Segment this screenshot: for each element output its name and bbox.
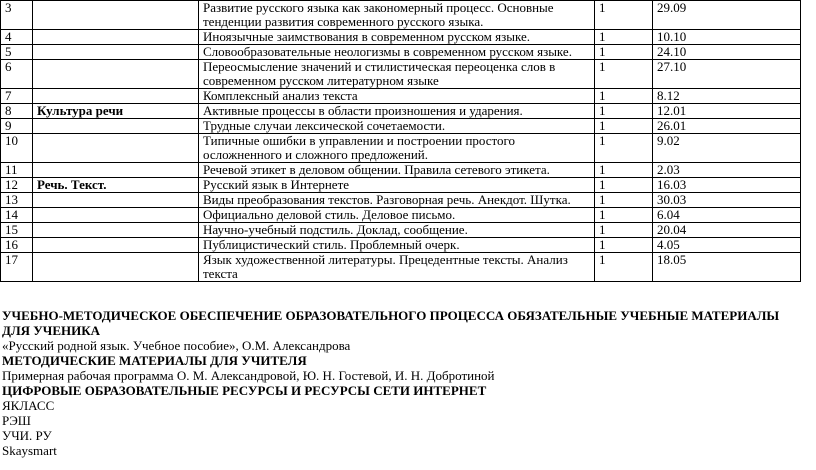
lesson-hours: 1 — [595, 193, 653, 208]
lesson-topic: Переосмысление значений и стилистическая переоценка слов в современном русском литературном языке — [199, 60, 595, 89]
lesson-hours: 1 — [595, 1, 653, 30]
teacher-program: Примерная рабочая программа О. М. Александровой, Ю. Н. Гостевой, И. Н. Добротиной — [2, 368, 495, 383]
lesson-date: 30.03 — [653, 193, 801, 208]
lesson-number: 13 — [1, 193, 33, 208]
heading-required-materials: УЧЕБНО-МЕТОДИЧЕСКОЕ ОБЕСПЕЧЕНИЕ ОБРАЗОВАТЕЛЬНОГО ПРОЦЕССА ОБЯЗАТЕЛЬНЫЕ УЧЕБНЫЕ МАТЕРИАЛЫ ДЛЯ УЧЕНИКА — [2, 308, 780, 338]
lesson-hours: 1 — [595, 89, 653, 104]
table-row — [1, 193, 801, 208]
lesson-date: 18.05 — [653, 253, 801, 282]
lesson-date: 29.09 — [653, 1, 801, 30]
lesson-number: 4 — [1, 30, 33, 45]
lesson-date: 6.04 — [653, 208, 801, 223]
lesson-hours: 1 — [595, 134, 653, 163]
lesson-date: 9.02 — [653, 134, 801, 163]
lesson-date: 16.03 — [653, 178, 801, 193]
lesson-hours: 1 — [595, 45, 653, 60]
lesson-section — [33, 89, 199, 104]
table-row — [1, 208, 801, 223]
resource-link-resh: РЭШ — [2, 413, 31, 428]
lesson-topic: Язык художественной литературы. Прецедентные тексты. Анализ текста — [199, 253, 595, 282]
lesson-number: 8 — [1, 104, 33, 119]
lesson-hours: 1 — [595, 163, 653, 178]
lesson-number: 17 — [1, 253, 33, 282]
lesson-topic: Речевой этикет в деловом общении. Правила сетевого этикета. — [199, 163, 595, 178]
resource-link-yaklass: ЯКЛАСС — [2, 398, 55, 413]
lesson-topic: Трудные случаи лексической сочетаемости. — [199, 119, 595, 134]
table-row — [1, 163, 801, 178]
lesson-number: 11 — [1, 163, 33, 178]
lesson-number: 15 — [1, 223, 33, 238]
lesson-section — [33, 163, 199, 178]
lesson-topic: Русский язык в Интернете — [199, 178, 595, 193]
lesson-section — [33, 60, 199, 89]
lesson-topic: Виды преобразования текстов. Разговорная речь. Анекдот. Шутка. — [199, 193, 595, 208]
lesson-table-body — [1, 1, 801, 282]
table-row — [1, 178, 801, 193]
lesson-topic: Научно-учебный подстиль. Доклад, сообщение. — [199, 223, 595, 238]
lesson-hours: 1 — [595, 119, 653, 134]
lesson-number: 12 — [1, 178, 33, 193]
lesson-number: 10 — [1, 134, 33, 163]
lesson-number: 5 — [1, 45, 33, 60]
lesson-date: 26.01 — [653, 119, 801, 134]
lesson-date: 20.04 — [653, 223, 801, 238]
lesson-section — [33, 45, 199, 60]
table-row — [1, 89, 801, 104]
heading-digital-resources: ЦИФРОВЫЕ ОБРАЗОВАТЕЛЬНЫЕ РЕСУРСЫ И РЕСУРСЫ СЕТИ ИНТЕРНЕТ — [2, 383, 487, 398]
lesson-section — [33, 223, 199, 238]
lesson-number: 16 — [1, 238, 33, 253]
lesson-hours: 1 — [595, 238, 653, 253]
resource-link-uchi-ru: УЧИ. РУ — [2, 428, 52, 443]
lesson-number: 6 — [1, 60, 33, 89]
lesson-section — [33, 30, 199, 45]
resources-section — [2, 308, 802, 458]
lesson-date: 2.03 — [653, 163, 801, 178]
lesson-topic: Типичные ошибки в управлении и построении простого осложненного и сложного предложений. — [199, 134, 595, 163]
table-row — [1, 45, 801, 60]
lesson-date: 8.12 — [653, 89, 801, 104]
lesson-section — [33, 193, 199, 208]
lesson-topic: Активные процессы в области произношения и ударения. — [199, 104, 595, 119]
student-textbook: «Русский родной язык. Учебное пособие», О.М. Александрова — [2, 338, 351, 353]
table-row — [1, 119, 801, 134]
table-row — [1, 134, 801, 163]
resource-link-skysmart: Skaysmart — [2, 443, 57, 458]
lesson-topic: Комплексный анализ текста — [199, 89, 595, 104]
lesson-topic: Словообразовательные неологизмы в современном русском языке. — [199, 45, 595, 60]
lesson-hours: 1 — [595, 208, 653, 223]
lesson-topic: Иноязычные заимствования в современном русском языке. — [199, 30, 595, 45]
lesson-hours: 1 — [595, 104, 653, 119]
table-row — [1, 1, 801, 30]
lesson-topic: Развитие русского языка как закономерный процесс. Основные тенденции развития современного русского языка. — [199, 1, 595, 30]
lesson-section: Культура речи — [33, 104, 199, 119]
lesson-hours: 1 — [595, 30, 653, 45]
table-row — [1, 30, 801, 45]
table-row — [1, 253, 801, 282]
lesson-number: 7 — [1, 89, 33, 104]
lesson-section — [33, 253, 199, 282]
lesson-section — [33, 208, 199, 223]
lesson-hours: 1 — [595, 253, 653, 282]
lesson-date: 12.01 — [653, 104, 801, 119]
lesson-topic: Официально деловой стиль. Деловое письмо. — [199, 208, 595, 223]
lesson-hours: 1 — [595, 223, 653, 238]
lesson-number: 3 — [1, 1, 33, 30]
lesson-date: 24.10 — [653, 45, 801, 60]
lesson-number: 14 — [1, 208, 33, 223]
table-row — [1, 223, 801, 238]
lesson-section — [33, 119, 199, 134]
lesson-topic: Публицистический стиль. Проблемный очерк. — [199, 238, 595, 253]
lesson-hours: 1 — [595, 178, 653, 193]
lesson-section: Речь. Текст. — [33, 178, 199, 193]
lesson-date: 4.05 — [653, 238, 801, 253]
lesson-section — [33, 134, 199, 163]
lesson-hours: 1 — [595, 60, 653, 89]
table-row — [1, 104, 801, 119]
lesson-date: 27.10 — [653, 60, 801, 89]
lesson-date: 10.10 — [653, 30, 801, 45]
table-row — [1, 238, 801, 253]
lesson-section — [33, 238, 199, 253]
table-row — [1, 60, 801, 89]
heading-teacher-materials: МЕТОДИЧЕСКИЕ МАТЕРИАЛЫ ДЛЯ УЧИТЕЛЯ — [2, 353, 307, 368]
lesson-number: 9 — [1, 119, 33, 134]
lesson-section — [33, 1, 199, 30]
